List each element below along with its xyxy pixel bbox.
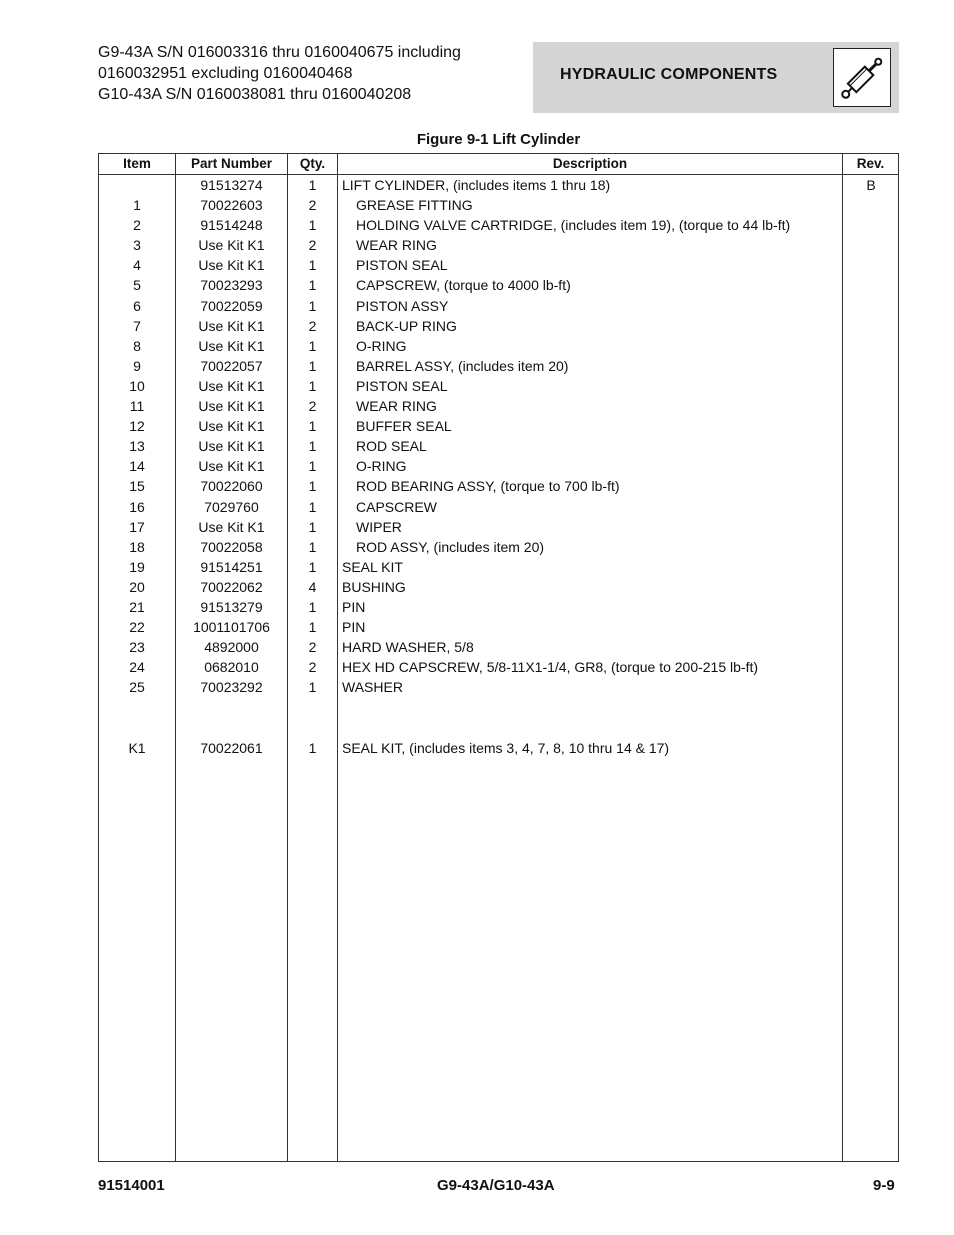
- item-cell: 3: [133, 237, 141, 254]
- item-cell: 19: [129, 558, 145, 575]
- item-cell: 13: [129, 438, 145, 455]
- part-number-cell: Use Kit K1: [198, 317, 265, 334]
- document-number: 91514001: [98, 1177, 165, 1194]
- part-number-cell: Use Kit K1: [198, 438, 265, 455]
- description-cell: BUFFER SEAL: [356, 418, 452, 435]
- qty-cell: 1: [308, 538, 317, 555]
- description-cell: BUSHING: [342, 578, 406, 595]
- part-number-cell: 70022061: [200, 739, 263, 756]
- part-number-cell: Use Kit K1: [198, 418, 265, 435]
- item-cell: 18: [129, 538, 145, 555]
- table-row: [99, 215, 898, 235]
- description-cell: PISTON SEAL: [356, 257, 448, 274]
- qty-cell: 1: [308, 377, 317, 394]
- description-cell: SEAL KIT, (includes items 3, 4, 7, 8, 10 thru 14 & 17): [342, 739, 670, 756]
- table-row: [99, 577, 898, 597]
- description-cell: ROD BEARING ASSY, (torque to 700 lb-ft): [356, 478, 620, 495]
- item-cell: 8: [133, 337, 141, 354]
- qty-cell: 1: [308, 337, 317, 354]
- part-number-cell: Use Kit K1: [198, 257, 265, 274]
- item-cell: K1: [128, 739, 146, 756]
- part-number-cell: 70022059: [200, 297, 263, 314]
- item-cell: 22: [129, 619, 145, 636]
- column-header-description: Description: [552, 156, 628, 171]
- part-number-cell: 70022057: [200, 357, 263, 374]
- qty-cell: 1: [308, 357, 317, 374]
- item-cell: 23: [129, 639, 145, 656]
- item-cell: 2: [133, 217, 141, 234]
- description-cell: PIN: [342, 619, 366, 636]
- qty-cell: 1: [308, 598, 317, 615]
- description-cell: LIFT CYLINDER, (includes items 1 thru 18): [342, 177, 611, 193]
- item-cell: 7: [133, 317, 141, 334]
- qty-cell: 1: [308, 478, 317, 495]
- description-cell: ROD ASSY, (includes item 20): [356, 538, 545, 555]
- column-header-item: Item: [123, 156, 151, 171]
- section-header-box: [533, 42, 899, 113]
- qty-cell: 1: [308, 217, 317, 234]
- part-number-cell: 4892000: [204, 639, 259, 656]
- description-cell: PISTON SEAL: [356, 377, 448, 394]
- item-cell: 12: [129, 418, 145, 435]
- model-line: G9-43A S/N 016003316 thru 0160040675 including: [98, 44, 461, 61]
- qty-cell: 1: [308, 438, 317, 455]
- footer-model: G9-43A/G10-43A: [437, 1177, 555, 1194]
- table-row: [99, 738, 898, 758]
- qty-cell: 2: [308, 639, 317, 656]
- table-row: [99, 697, 898, 717]
- part-number-cell: 70022062: [200, 578, 263, 595]
- item-cell: 17: [129, 518, 145, 535]
- qty-cell: 1: [308, 458, 317, 475]
- table-row: [99, 617, 898, 637]
- rev-cell: B: [866, 177, 876, 193]
- table-row: [99, 436, 898, 456]
- table-row: [99, 336, 898, 356]
- qty-cell: 1: [308, 257, 317, 274]
- part-number-cell: 70022603: [200, 197, 263, 214]
- part-number-cell: 70022060: [200, 478, 263, 495]
- hydraulic-cylinder-icon: [833, 48, 891, 107]
- description-cell: CAPSCREW: [356, 498, 437, 515]
- item-cell: 14: [129, 458, 145, 475]
- description-cell: SEAL KIT: [342, 558, 403, 575]
- model-line: G10-43A S/N 0160038081 thru 0160040208: [98, 86, 412, 103]
- qty-cell: 2: [308, 237, 317, 254]
- table-row: [99, 497, 898, 517]
- qty-cell: 4: [308, 578, 317, 595]
- part-number-cell: Use Kit K1: [198, 337, 265, 354]
- item-cell: 5: [133, 277, 141, 294]
- table-row: [99, 396, 898, 416]
- qty-cell: 1: [308, 679, 317, 696]
- table-body: [99, 175, 898, 758]
- description-cell: WEAR RING: [356, 398, 437, 415]
- table-row: [99, 677, 898, 697]
- item-cell: 9: [133, 357, 141, 374]
- description-cell: WASHER: [342, 679, 403, 696]
- item-cell: 10: [129, 377, 145, 394]
- table-row: [99, 476, 898, 496]
- column-header-rev: Rev.: [856, 156, 885, 171]
- part-number-cell: 70023292: [200, 679, 263, 696]
- description-cell: O-RING: [356, 337, 407, 354]
- description-cell: GREASE FITTING: [356, 197, 473, 214]
- table-row: [99, 175, 898, 195]
- part-number-cell: 7029760: [204, 498, 259, 515]
- part-number-cell: Use Kit K1: [198, 458, 265, 475]
- qty-cell: 1: [308, 619, 317, 636]
- figure-title: Figure 9-1 Lift Cylinder: [416, 131, 581, 148]
- part-number-cell: Use Kit K1: [198, 518, 265, 535]
- part-number-cell: 91514248: [200, 217, 263, 234]
- table-row: [99, 195, 898, 215]
- table-row: [99, 296, 898, 316]
- description-cell: BACK-UP RING: [356, 317, 457, 334]
- table-row: [99, 416, 898, 436]
- description-cell: HARD WASHER, 5/8: [342, 639, 474, 656]
- description-cell: PIN: [342, 598, 366, 615]
- item-cell: 4: [133, 257, 141, 274]
- qty-cell: 2: [308, 398, 317, 415]
- qty-cell: 2: [308, 197, 317, 214]
- item-cell: 25: [129, 679, 145, 696]
- part-number-cell: 91513279: [200, 598, 263, 615]
- qty-cell: 1: [308, 177, 317, 193]
- qty-cell: 1: [308, 498, 317, 515]
- description-cell: ROD SEAL: [356, 438, 427, 455]
- table-row: [99, 517, 898, 537]
- table-row: [99, 537, 898, 557]
- description-cell: PISTON ASSY: [356, 297, 449, 314]
- part-number-cell: Use Kit K1: [198, 237, 265, 254]
- description-cell: WIPER: [356, 518, 402, 535]
- table-row: [99, 275, 898, 295]
- qty-cell: 1: [308, 558, 317, 575]
- description-cell: CAPSCREW, (torque to 4000 lb-ft): [356, 277, 571, 294]
- item-cell: 1: [133, 197, 141, 214]
- item-cell: 21: [129, 598, 145, 615]
- table-row: [99, 456, 898, 476]
- table-row: [99, 637, 898, 657]
- item-cell: 11: [129, 398, 145, 415]
- model-line: 0160032951 excluding 0160040468: [98, 65, 353, 82]
- table-row: [99, 557, 898, 577]
- item-cell: 6: [133, 297, 141, 314]
- description-cell: HOLDING VALVE CARTRIDGE, (includes item 19), (torque to 44 lb-ft): [356, 217, 791, 234]
- part-number-cell: Use Kit K1: [198, 398, 265, 415]
- description-cell: O-RING: [356, 458, 407, 475]
- table-row: [99, 356, 898, 376]
- qty-cell: 1: [308, 277, 317, 294]
- qty-cell: 1: [308, 739, 317, 756]
- part-number-cell: Use Kit K1: [198, 377, 265, 394]
- description-cell: WEAR RING: [356, 237, 437, 254]
- table-row: [99, 316, 898, 336]
- description-cell: BARREL ASSY, (includes item 20): [356, 357, 569, 374]
- item-cell: 24: [129, 659, 145, 676]
- column-header-part-number: Part Number: [190, 156, 273, 171]
- qty-cell: 2: [308, 317, 317, 334]
- item-cell: 15: [129, 478, 145, 495]
- part-number-cell: 91513274: [200, 177, 263, 193]
- item-cell: 16: [129, 498, 145, 515]
- description-cell: HEX HD CAPSCREW, 5/8-11X1-1/4, GR8, (torque to 200-215 lb-ft): [342, 659, 759, 676]
- column-header-qty: Qty.: [299, 156, 326, 171]
- model-serial-header: [98, 42, 528, 105]
- qty-cell: 1: [308, 418, 317, 435]
- section-title: HYDRAULIC COMPONENTS: [560, 66, 778, 83]
- part-number-cell: 70022058: [200, 538, 263, 555]
- table-row: [99, 718, 898, 738]
- part-number-cell: 70023293: [200, 277, 263, 294]
- parts-table: [98, 153, 899, 1162]
- table-row: [99, 376, 898, 396]
- part-number-cell: 0682010: [204, 659, 259, 676]
- qty-cell: 1: [308, 518, 317, 535]
- table-row: [99, 235, 898, 255]
- part-number-cell: 1001101706: [193, 619, 270, 636]
- qty-cell: 2: [308, 659, 317, 676]
- part-number-cell: 91514251: [200, 558, 263, 575]
- table-row: [99, 597, 898, 617]
- table-row: [99, 255, 898, 275]
- page-number: 9-9: [873, 1177, 895, 1194]
- table-row: [99, 657, 898, 677]
- item-cell: 20: [129, 578, 145, 595]
- qty-cell: 1: [308, 297, 317, 314]
